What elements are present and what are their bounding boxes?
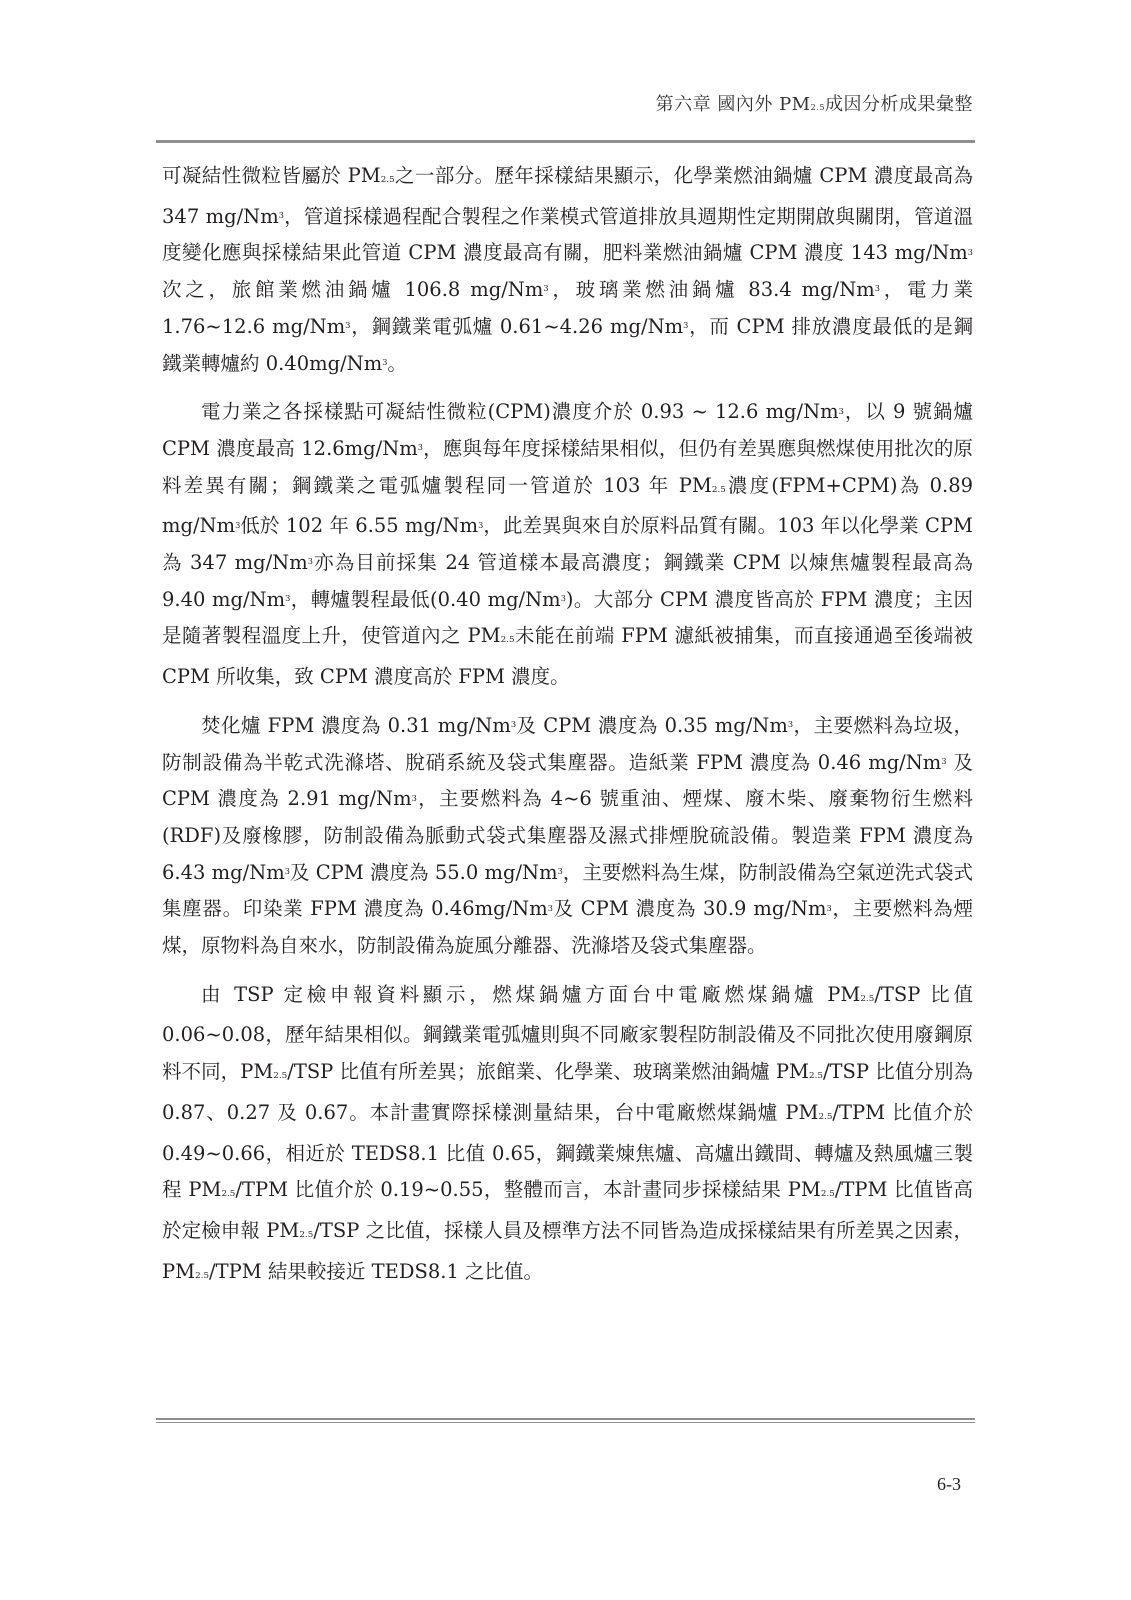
footer-divider [156,1418,975,1420]
text-run: ，主要燃料為 4~6 號重油、煙煤、廢木柴、廢棄物衍生燃料(RDF)及廢橡膠，防制設備為脈動式袋式集塵器及濕式排煙脫硫設備。製造業 FPM 濃度為 6.43 mg/Nm [162,787,973,884]
text-run: 及 CPM 濃度為 2.91 mg/Nm [162,750,973,811]
subscript: 2.5 [221,1189,236,1200]
text-run: ，此差異與來自於原料品質有關。103 年以化學業 CPM 為 347 mg/Nm [162,514,974,575]
subscript: 2.5 [809,1071,823,1082]
body-text [162,158,973,1306]
subscript: 2.5 [195,1270,210,1281]
superscript: 3 [235,519,241,530]
superscript: 3 [478,519,484,530]
footer-divider-thin [156,1422,975,1423]
text-run: 之一部分。歷年採樣結果顯示，化學業燃油鍋爐 CPM 濃度最高為 347 mg/Nm [162,164,973,228]
superscript: 3 [560,593,566,604]
text-run: ，管道採樣過程配合製程之作業模式管道排放具週期性定期開啟與關閉，管道溫度變化應與採樣結果此管道 CPM 濃度最高有關，肥料業燃油鍋爐 CPM 濃度 143 mg/Nm [162,204,973,265]
subscript: 2.5 [299,1229,314,1240]
chapter-header-post: 成因分析成果彙整 [825,94,973,115]
text-run: 及 CPM 濃度為 30.9 mg/Nm [552,897,827,921]
text-run: /TPM 結果較接近 TEDS8.1 之比值。 [209,1259,544,1283]
subscript: 2.5 [820,1189,835,1200]
paragraph [162,158,973,382]
text-run: ，電力業 1.76~12.6 mg/Nm [162,278,973,338]
text-run: /TSP 比值 0.06~0.08，歷年結果相似。鋼鐵業電弧爐則與不同廠家製程防制設備及不同批次使用廢鋼原料不同，PM [162,982,973,1084]
superscript: 3 [510,719,517,730]
superscript: 3 [382,356,388,367]
page-number: 6-3 [937,1474,961,1494]
paragraph [162,708,973,965]
text-run: 可凝結性微粒皆屬於 PM [162,164,381,187]
subscript: 2.5 [860,993,875,1004]
superscript: 3 [838,405,844,416]
superscript: 3 [345,320,351,331]
text-run: /TPM 比值皆高於定檢申報 PM [162,1178,973,1242]
subscript: 2.5 [273,1071,288,1082]
superscript: 3 [411,792,417,803]
text-run: 低於 102 年 6.55 mg/Nm [240,514,479,538]
text-run: ，轉爐製程最低(0.40 mg/Nm [290,587,561,611]
text-run: /TPM 比值介於 0.19~0.55，整體而言，本計畫同步採樣結果 PM [235,1178,821,1202]
text-run: ，以 9 號鍋爐 CPM 濃度最高 12.6mg/Nm [162,400,973,460]
subscript: 2.5 [818,1111,833,1122]
text-run: 濃度(FPM+CPM)為 0.89 mg/Nm [162,473,974,538]
text-run: 電力業之各採樣點可凝結性微粒(CPM)濃度介於 0.93 ~ 12.6 mg/Nm [201,400,839,424]
text-run: )。大部分 CPM 濃度皆高於 FPM 濃度；主因是隨著製程溫度上升，使管道內之 PM [162,587,973,648]
superscript: 3 [967,246,973,257]
text-run: 未能在前端 FPM 濾紙被捕集，而直接通過至後端被 CPM 所收集，致 CPM 濃度高於 FPM 濃度。 [162,624,973,689]
text-run: 亦為目前採集 24 管道樣本最高濃度；鋼鐵業 CPM 以煉焦爐製程最高為 9.40 mg/Nm [162,551,973,611]
text-run: 由 TSP 定檢申報資料顯示，燃煤鍋爐方面台中電廠燃煤鍋爐 PM [201,982,861,1006]
superscript: 3 [543,283,549,294]
text-run: ，玻璃業燃油鍋爐 83.4 mg/Nm [548,278,875,302]
text-run: ，應與每年度採樣結果相似，但仍有差異應與燃煤使用批次的原料差異有關；鋼鐵業之電弧爐製程同一管道於 103 年 PM [162,436,973,497]
chapter-header [656,90,973,116]
superscript: 3 [278,210,284,221]
superscript: 3 [285,593,291,604]
text-run: ，主要燃料為生煤，防制設備為空氣逆洗式袋式集塵器。印染業 FPM 濃度為 0.46mg/Nm [162,860,973,921]
superscript: 3 [941,755,947,766]
text-run: ，主要燃料為煙煤，原物料為自來水，防制設備為旋風分離器、洗滌塔及袋式集塵器。 [162,897,973,958]
text-run: 焚化爐 FPM 濃度為 0.31 mg/Nm [201,713,511,737]
text-run: 及 CPM 濃度為 55.0 mg/Nm [289,860,558,884]
chapter-header-pre: 第六章 國內外 PM [655,94,811,115]
text-run: ，鋼鐵業電弧爐 0.61~4.26 mg/Nm [350,314,684,338]
chapter-header-sub: 2.5 [810,102,825,112]
superscript: 3 [307,556,313,567]
text-run: 。 [387,351,407,375]
text-run: /TSP 之比值，採樣人員及標準方法不同皆為造成採樣結果有所差異之因素，PM [162,1218,973,1283]
subscript: 2.5 [380,175,395,185]
paragraph [162,977,973,1295]
text-run: ，而 CPM 排放濃度最低的是鋼鐵業轉爐約 0.40mg/Nm [162,314,973,375]
superscript: 3 [826,902,832,913]
superscript: 3 [874,283,880,294]
text-run: 及 CPM 濃度為 0.35 mg/Nm [516,713,788,737]
text-run: /TSP 比值有所差異；旅館業、化學業、玻璃業燃油鍋爐 PM [287,1060,810,1084]
subscript: 2.5 [711,484,726,495]
superscript: 3 [547,902,553,913]
superscript: 3 [557,866,563,877]
text-run: /TSP 比值分別為 0.87、0.27 及 0.67。本計畫實際採樣測量結果，台中電廠燃煤鍋爐 PM [162,1060,973,1124]
text-run: 次之，旅館業燃油鍋爐 106.8 mg/Nm [162,278,544,302]
subscript: 2.5 [500,635,515,646]
text-run: /TPM 比值介於 0.49~0.66，相近於 TEDS8.1 比值 0.65，鋼鐵業煉焦爐、高爐出鐵間、轉爐及熱風爐三製程 PM [162,1100,974,1202]
superscript: 3 [284,866,290,877]
text-run: ，主要燃料為垃圾，防制設備為半乾式洗滌塔、脫硝系統及袋式集塵器。造紙業 FPM 濃度為 0.46 mg/Nm [162,713,973,774]
paragraph [162,394,973,696]
superscript: 3 [683,320,689,331]
superscript: 3 [417,442,423,453]
superscript: 3 [787,719,794,730]
header-divider [156,140,975,143]
